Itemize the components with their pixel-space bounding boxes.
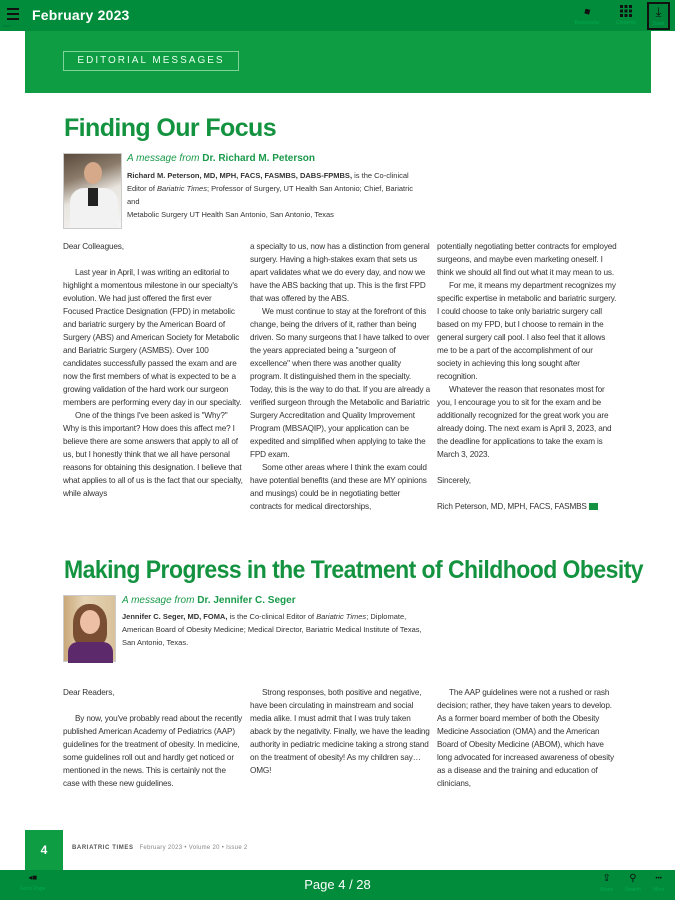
article-column-1	[63, 686, 243, 790]
section-banner	[25, 31, 651, 93]
page-number-badge: 4	[25, 830, 63, 870]
article-column-3	[437, 686, 617, 790]
bio-text: is the Co-clinical	[352, 171, 409, 180]
menu-icon-bar	[7, 13, 19, 15]
bio-text: ; Professor of Surgery, UT Health San Antonio; Chief, Bariatric and	[127, 184, 414, 206]
salutation: Dear Readers,	[63, 688, 115, 697]
author-bio	[122, 610, 432, 649]
author-byline	[127, 153, 315, 164]
search-icon: ⚲	[629, 873, 637, 884]
bio-name: Jennifer C. Seger, MD, FOMA,	[122, 612, 228, 621]
byline-name: Dr. Richard M. Peterson	[202, 153, 316, 164]
menu-icon	[7, 8, 19, 10]
byline-prefix: A message from	[122, 595, 195, 606]
download-icon: ⤓	[655, 4, 662, 19]
paragraph: Whatever the reason that resonates most for you, I encourage you to sit for the exam and be additionally recognized for the great work you are already doing. The next exam is April 3, 2023, and the deadline for applications to take the exam is March 3, 2023.	[437, 385, 612, 459]
save-button[interactable]	[647, 2, 670, 30]
signature-line	[437, 500, 617, 513]
grid-icon	[609, 5, 643, 17]
go-to-page-icon: ◂■	[28, 873, 38, 882]
paragraph: The AAP guidelines were not a rushed or rash decision; rather, they have taken years to develop. As a former board member of both the Obesity Medicine Association (OMA) and the American Board of Obesity Medicine (ABOM), which have long advocated for increased awareness of obesity as a disease and the training and education of clinicians,	[437, 688, 614, 788]
bio-text: American Board of Obesity Medicine; Medical Director, Bariatric Medical Institute of Texas,	[122, 625, 422, 634]
signature: Rich Peterson, MD, MPH, FACS, FASMBS	[437, 502, 587, 511]
bio-text: Editor of	[127, 184, 158, 193]
save-label: Save	[652, 21, 665, 27]
salutation: Dear Colleagues,	[63, 242, 124, 251]
bookmarks-label: Bookmarks	[574, 20, 600, 26]
publication-name: BARIATRIC TIMES	[72, 845, 134, 851]
byline-prefix: A message from	[127, 153, 200, 164]
search-button[interactable]	[625, 873, 641, 893]
paragraph: We must continue to stay at the forefront of this change, being the drivers of it, rather than being driven. So many surgeons that I have talked to over the years appreciated being a "surgeon of excellence" when there was another quality program. It distinguished them in the specialty. Today, this is the way to do that. If you are already a verified surgeon through the Metabolic and Bariatric Surgery Accreditation and Quality Improvement Program (MBSAQIP), your application can be expedited and simplified when applying to take the FPD exam.	[250, 307, 431, 459]
top-toolbar	[0, 0, 675, 31]
article-title: Making Progress in the Treatment of Childhood Obesity	[64, 556, 644, 584]
section-label: EDITORIAL MESSAGES	[63, 51, 239, 71]
bottom-toolbar	[0, 870, 675, 900]
author-bio	[127, 169, 427, 221]
bio-text: ; Diplomate,	[366, 612, 407, 621]
menu-label: Menu	[3, 24, 11, 28]
bookmark-icon: ◆	[581, 4, 593, 18]
search-label: Search	[625, 887, 641, 893]
share-label: Share	[600, 887, 614, 893]
page-footer	[72, 845, 248, 851]
more-label: More	[653, 887, 665, 893]
author-photo	[63, 595, 116, 662]
paragraph: Strong responses, both positive and negative, have been circulating in mainstream and social media alike. I must admit that I was truly taken aback by the negativity. Finally, we have the leading authority in pediatric medicine taking a strong stand on the treatment of obesity! As my children say… OMG!	[250, 688, 430, 775]
photo-detail	[68, 642, 113, 663]
bio-text: Metabolic Surgery UT Health San Antonio, San Antonio, Texas	[127, 210, 334, 219]
article-column-3	[437, 240, 617, 513]
photo-detail	[80, 610, 100, 634]
bio-text: San Antonio, Texas.	[122, 638, 189, 647]
end-of-article-icon	[589, 503, 598, 510]
bio-publication: Bariatric Times	[157, 184, 207, 193]
share-button[interactable]	[600, 873, 613, 893]
more-icon: •••	[655, 876, 662, 882]
byline-name: Dr. Jennifer C. Seger	[197, 595, 296, 606]
contents-label: Contents	[615, 20, 636, 26]
more-button[interactable]	[653, 873, 664, 893]
paragraph: a specialty to us, now has a distinction from general surgery. Having a high-stakes exam that sets us apart validates what we do every day, and now we have the ABS backing that up. This is the first FPD that was offered by the ABS.	[250, 242, 430, 303]
paragraph: Last year in April, I was writing an editorial to highlight a momentous milestone in our specialty's evolution. We had just offered the first ever Focused Practice Designation (FPD) in metabolic and bariatric surgery by the American Board of Surgery (ABS) and American Society for Metabolic and Bariatric Surgery (ASMBS). Over 100 candidates successfully passed the exam and are now the first members of what is expected to be a growing validation of the hard work our surgeon members are performing every day in our specialty.	[63, 268, 242, 407]
article-column-2	[250, 240, 430, 513]
article-title: Finding Our Focus	[64, 114, 277, 142]
paragraph: One of the things I've been asked is "Why?" Why is this important? How does this affect me? I believe there are some answers that apply to all of us, but I honestly think that we all have personal reasons for obtaining this designation. I believe that what applies to all of us is the fact that our specialty, while always	[63, 411, 243, 498]
issue-info: February 2023 • Volume 20 • Issue 2	[139, 845, 248, 851]
closing: Sincerely,	[437, 476, 471, 485]
article-column-1	[63, 240, 243, 500]
share-icon: ⇪	[602, 873, 611, 884]
article-column-2	[250, 686, 430, 777]
paragraph: potentially negotiating better contracts for employed surgeons, and maybe even marketing oneself. I think we should all find out what it may mean to us.	[437, 242, 617, 277]
author-photo	[63, 153, 122, 229]
photo-detail	[88, 188, 98, 206]
bio-name: Richard M. Peterson, MD, MPH, FACS, FASMBS, DABS-FPMBS,	[127, 171, 353, 180]
contents-button[interactable]	[609, 3, 643, 29]
app-title: February 2023	[32, 7, 130, 23]
page-indicator: Page 4 / 28	[304, 877, 371, 892]
paragraph: By now, you've probably read about the recently published American Academy of Pediatrics (AAP) guidelines for the treatment of obesity. In medicine, some guidelines roll out and hardly get noticed or mentioned in the news. This is certainly not the case with these new guidelines.	[63, 714, 243, 788]
photo-detail	[84, 162, 102, 184]
menu-button[interactable]	[5, 4, 21, 28]
bio-text: is the Co-clinical Editor of	[227, 612, 317, 621]
bookmarks-button[interactable]	[567, 3, 607, 29]
paragraph: Some other areas where I think the exam could have potential benefits (and these are MY opinions and musings) could be in negotiating better contracts for medical directorships,	[250, 463, 427, 511]
paragraph: For me, it means my department recognizes my specific expertise in metabolic and bariatric surgery. I could choose to take only bariatric surgery call based on my FPD, but I choose to remain in the general surgery call pool. I also feel that it allows me to be a part of the accomplishment of our society in achieving this long sought after recognition.	[437, 281, 617, 381]
go-to-page-label: Go to Page	[20, 886, 46, 892]
menu-icon-bar	[7, 18, 19, 20]
bio-publication: Bariatric Times	[316, 612, 367, 621]
author-byline	[122, 595, 296, 606]
